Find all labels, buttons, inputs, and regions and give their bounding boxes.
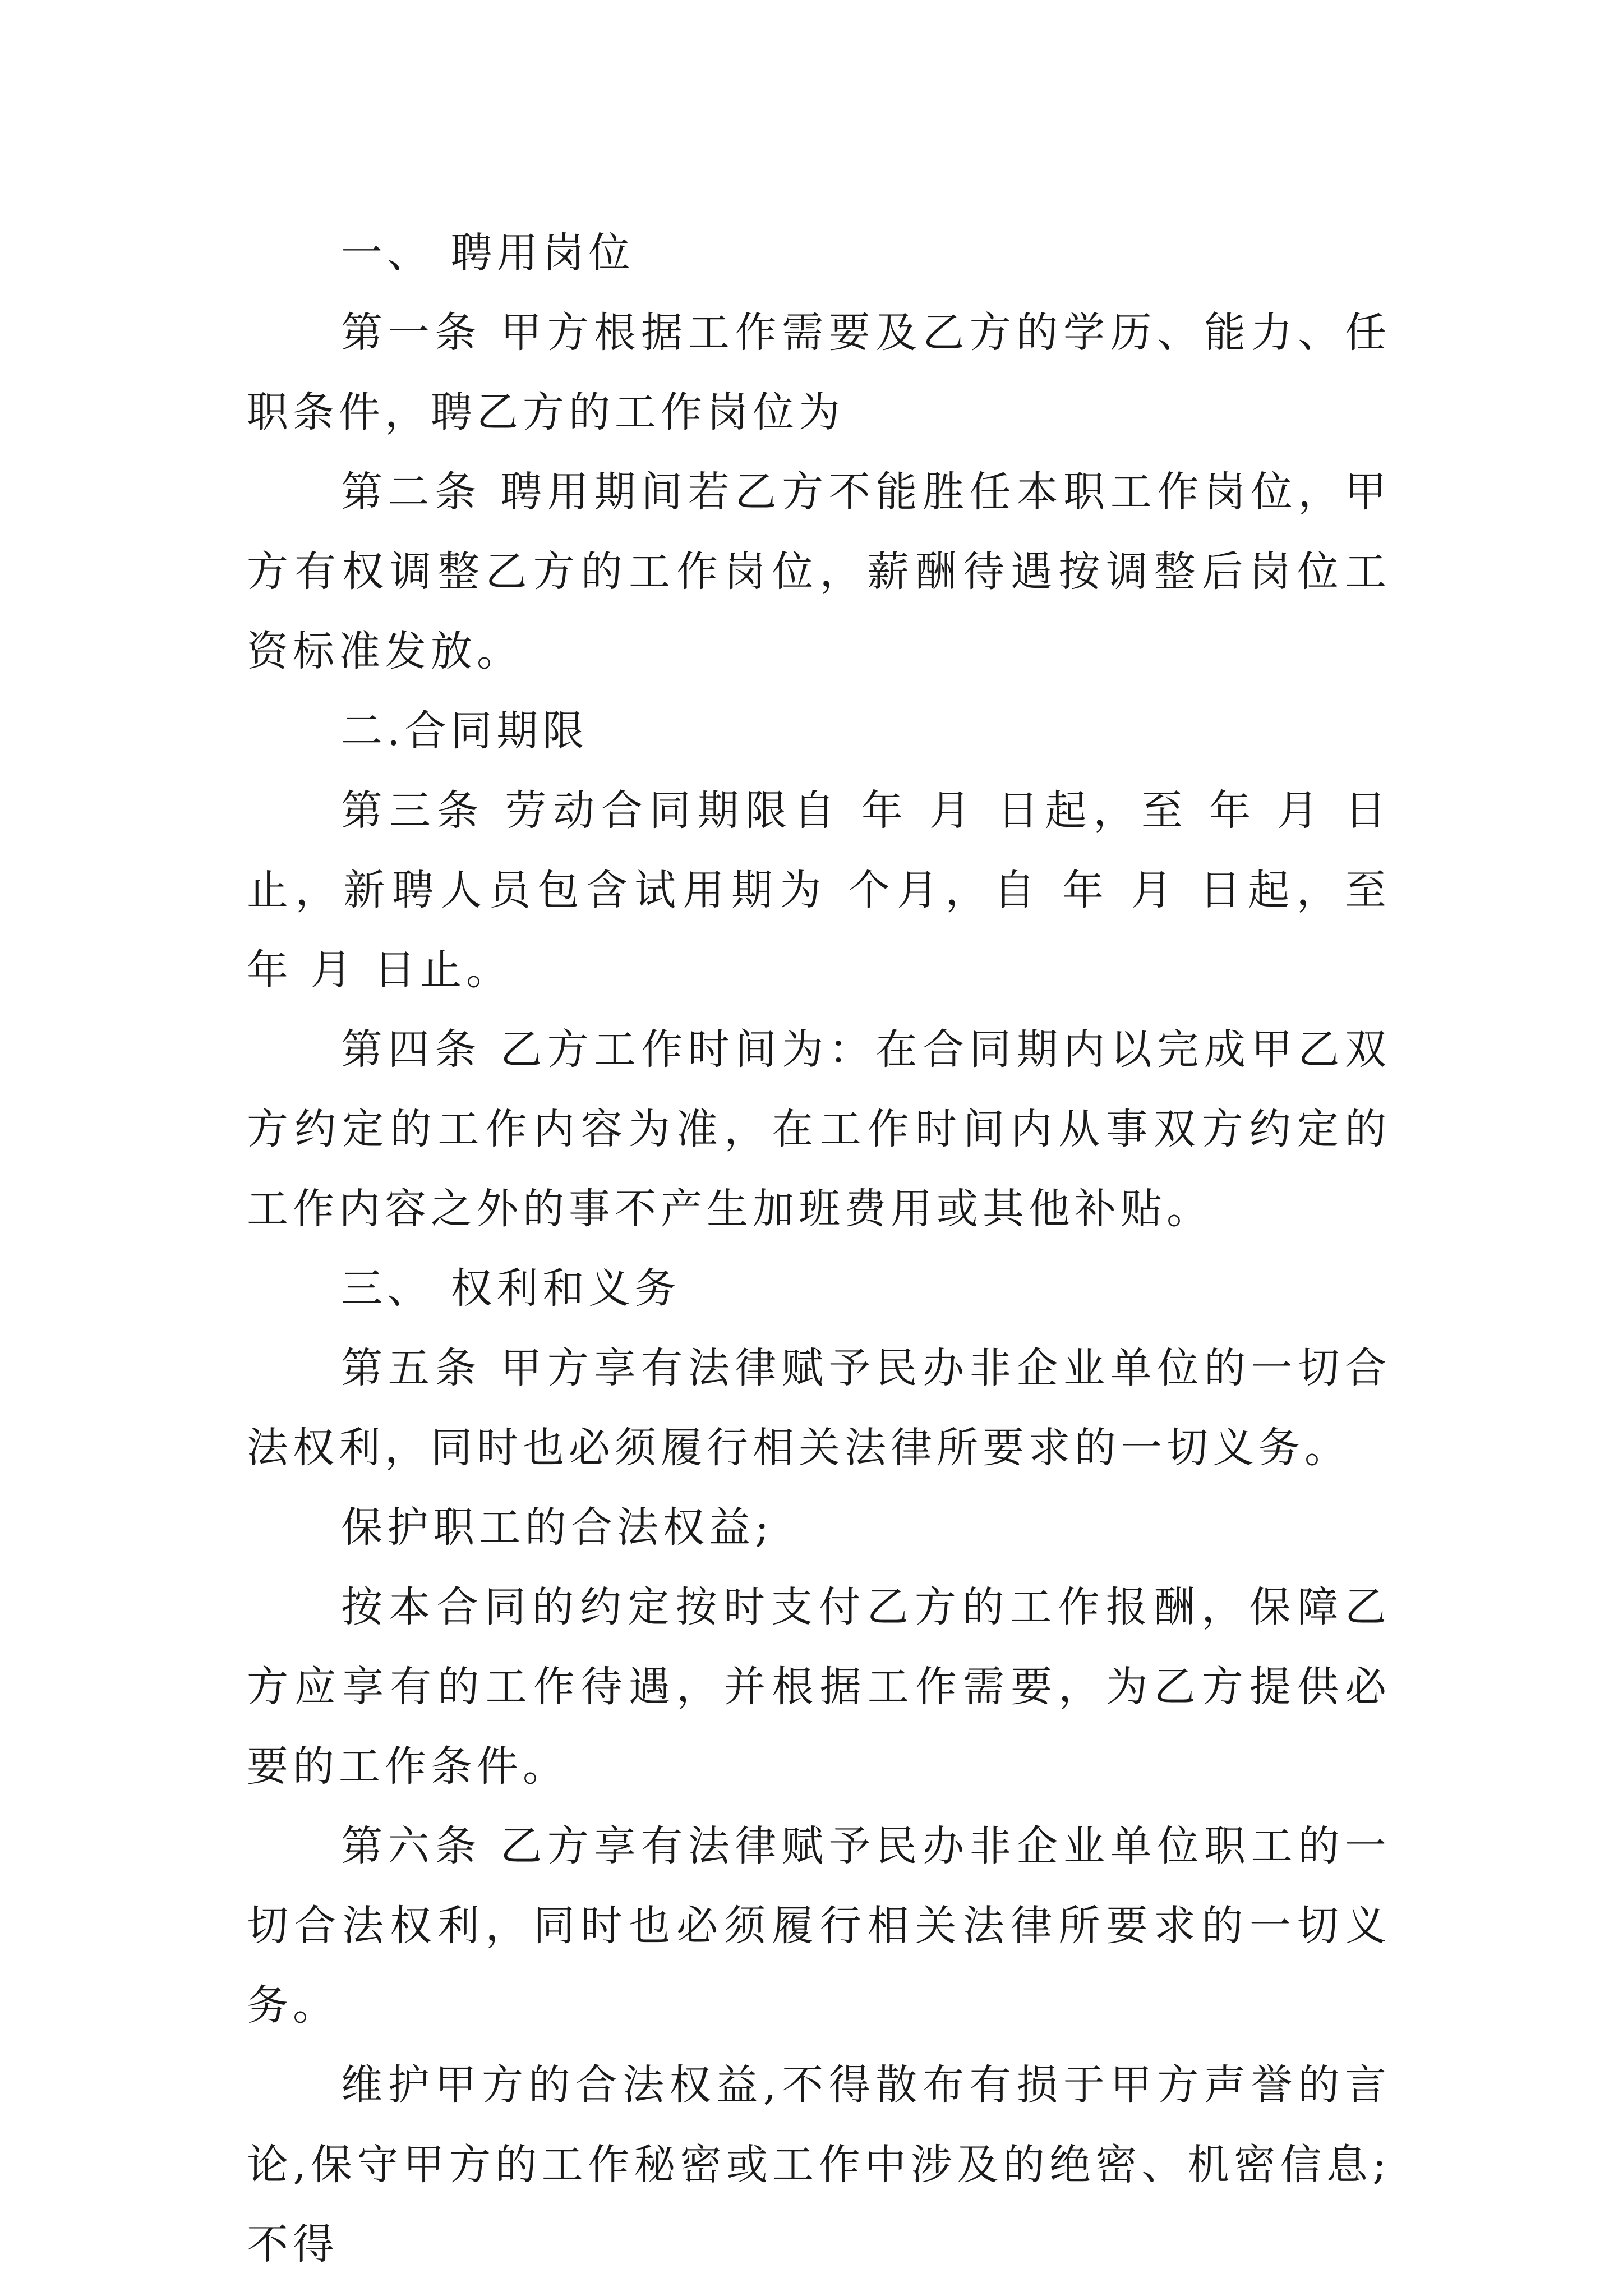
article-2-paragraph: 第二条 聘用期间若乙方不能胜任本职工作岗位，甲方有权调整乙方的工作岗位，薪酬待遇按调整后岗位工资标准发放。 bbox=[247, 468, 1391, 675]
section-heading-rights-obligations: 三、 权利和义务 bbox=[341, 1264, 681, 1313]
article-5-paragraph: 第五条 甲方享有法律赋予民办非企业单位的一切合法权利，同时也必须履行相关法律所要求的一切义务。 bbox=[247, 1344, 1391, 1472]
section-heading-employment-position: 一、 聘用岗位 bbox=[341, 229, 635, 277]
document-body bbox=[247, 213, 1391, 2284]
article-5-item-2: 按本合同的约定按时支付乙方的工作报酬，保障乙方应享有的工作待遇，并根据工作需要，为乙方提供必要的工作条件。 bbox=[247, 1583, 1391, 1791]
article-3-paragraph: 第三条 劳动合同期限自 年 月 日起，至 年 月 日止，新聘人员包含试用期为 个月，自 年 月 日起，至 年 月 日止。 bbox=[247, 786, 1391, 994]
section-heading-contract-term: 二.合同期限 bbox=[341, 707, 589, 755]
article-6-item-1: 维护甲方的合法权益,不得散布有损于甲方声誉的言论,保守甲方的工作秘密或工作中涉及的绝密、机密信息;不得 bbox=[247, 2061, 1391, 2269]
article-1-paragraph: 第一条 甲方根据工作需要及乙方的学历、能力、任职条件，聘乙方的工作岗位为 bbox=[247, 309, 1391, 436]
article-5-item-1: 保护职工的合法权益; bbox=[341, 1503, 773, 1552]
article-6-paragraph: 第六条 乙方享有法律赋予民办非企业单位职工的一切合法权利，同时也必须履行相关法律所要求的一切义务。 bbox=[247, 1822, 1391, 2030]
article-4-paragraph: 第四条 乙方工作时间为：在合同期内以完成甲乙双方约定的工作内容为准，在工作时间内从事双方约定的工作内容之外的事不产生加班费用或其他补贴。 bbox=[247, 1025, 1391, 1233]
